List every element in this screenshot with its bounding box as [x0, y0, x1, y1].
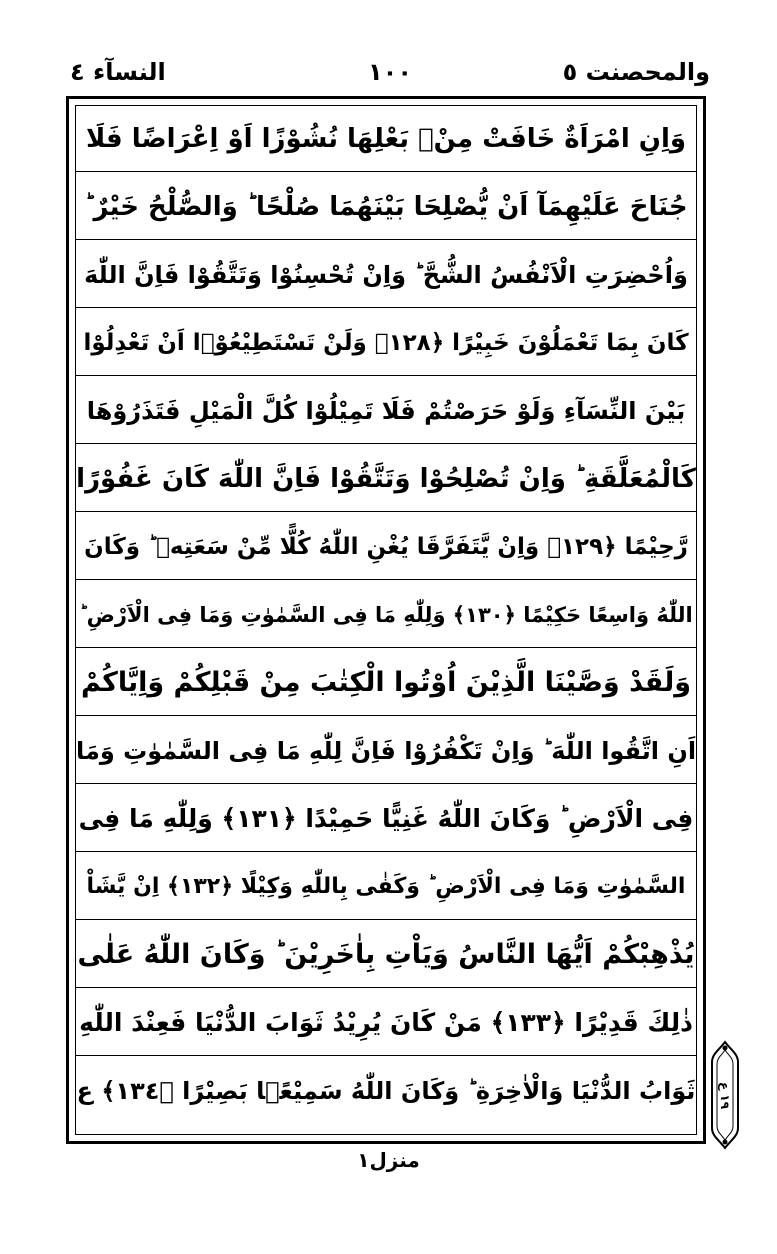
text-lines-container: [75, 105, 697, 1135]
text-line: جُنَاحَ عَلَيْهِمَآ اَنْ يُّصْلِحَا بَيْنَهُمَا صُلْحًا ؕ وَالصُّلْحُ خَيْرٌ ؕ: [76, 174, 696, 240]
ruku-marker-text: ١٩ ع: [718, 1082, 732, 1110]
text-line: اَنِ اتَّقُوا اللّٰهَ ؕ وَاِنْ تَكْفُرُوْا فَاِنَّ لِلّٰهِ مَا فِى السَّمٰوٰتِ وَمَا: [76, 718, 696, 784]
manzil-footer: منزل١: [357, 1148, 420, 1172]
page-header: [70, 58, 710, 98]
text-line: اللّٰهُ وَاسِعًا حَكِيْمًا ﴿١٣٠﴾ وَلِلّٰهِ مَا فِى السَّمٰوٰتِ وَمَا فِى الْاَرْضِ ؕ: [76, 582, 696, 648]
text-line: كَانَ بِمَا تَعْمَلُوْنَ خَبِيْرًا ﴿١٢٨﴾ وَلَنْ تَسْتَطِيْعُوْۤا اَنْ تَعْدِلُوْا: [76, 310, 696, 376]
text-line: وَلَقَدْ وَصَّيْنَا الَّذِيْنَ اُوْتُوا الْكِتٰبَ مِنْ قَبْلِكُمْ وَاِيَّاكُمْ: [76, 650, 696, 716]
text-line: وَاِنِ امْرَاَةٌ خَافَتْ مِنْۢ بَعْلِهَا نُشُوْزًا اَوْ اِعْرَاضًا فَلَا: [76, 106, 696, 172]
text-line: السَّمٰوٰتِ وَمَا فِى الْاَرْضِ ؕ وَكَفٰى بِاللّٰهِ وَكِيْلًا ﴿١٣٢﴾ اِنْ يَّشَاْ: [76, 854, 696, 920]
surah-title: النسآء ٤: [70, 58, 166, 86]
text-line: ذٰلِكَ قَدِيْرًا ﴿١٣٣﴾ مَنْ كَانَ يُرِيْدُ ثَوَابَ الدُّنْيَا فَعِنْدَ اللّٰهِ: [76, 990, 696, 1056]
ruku-marker-ornament: [708, 1040, 742, 1150]
text-line: وَاُحْضِرَتِ الْاَنْفُسُ الشُّحَّ ؕ وَاِنْ تُحْسِنُوْا وَتَتَّقُوْا فَاِنَّ اللّٰهَ: [76, 242, 696, 308]
text-line: يُذْهِبْكُمْ اَيُّهَا النَّاسُ وَيَاْتِ بِاٰخَرِيْنَ ؕ وَكَانَ اللّٰهُ عَلٰى: [76, 922, 696, 988]
text-line: كَالْمُعَلَّقَةِ ؕ وَاِنْ تُصْلِحُوْا وَتَتَّقُوْا فَاِنَّ اللّٰهَ كَانَ غَفُوْرًا: [76, 446, 696, 512]
text-line: ثَوَابُ الدُّنْيَا وَالْاٰخِرَةِ ؕ وَكَانَ اللّٰهُ سَمِيْعًۢا بَصِيْرًا ﴿١٣٤﴾ ع: [76, 1076, 696, 1105]
text-line: فِى الْاَرْضِ ؕ وَكَانَ اللّٰهُ غَنِيًّا حَمِيْدًا ﴿١٣١﴾ وَلِلّٰهِ مَا فِى: [76, 786, 696, 852]
text-frame: [66, 96, 706, 1144]
text-line: رَّحِيْمًا ﴿١٢٩﴾ وَاِنْ يَّتَفَرَّقَا يُغْنِ اللّٰهُ كُلًّا مِّنْ سَعَتِهٖ ؕ وَكَانَ: [76, 514, 696, 580]
text-line: بَيْنَ النِّسَآءِ وَلَوْ حَرَصْتُمْ فَلَا تَمِيْلُوْا كُلَّ الْمَيْلِ فَتَذَرُوْهَا: [76, 378, 696, 444]
page-number: ١٠٠: [368, 58, 412, 86]
juz-title: والمحصنت ٥: [562, 58, 710, 86]
